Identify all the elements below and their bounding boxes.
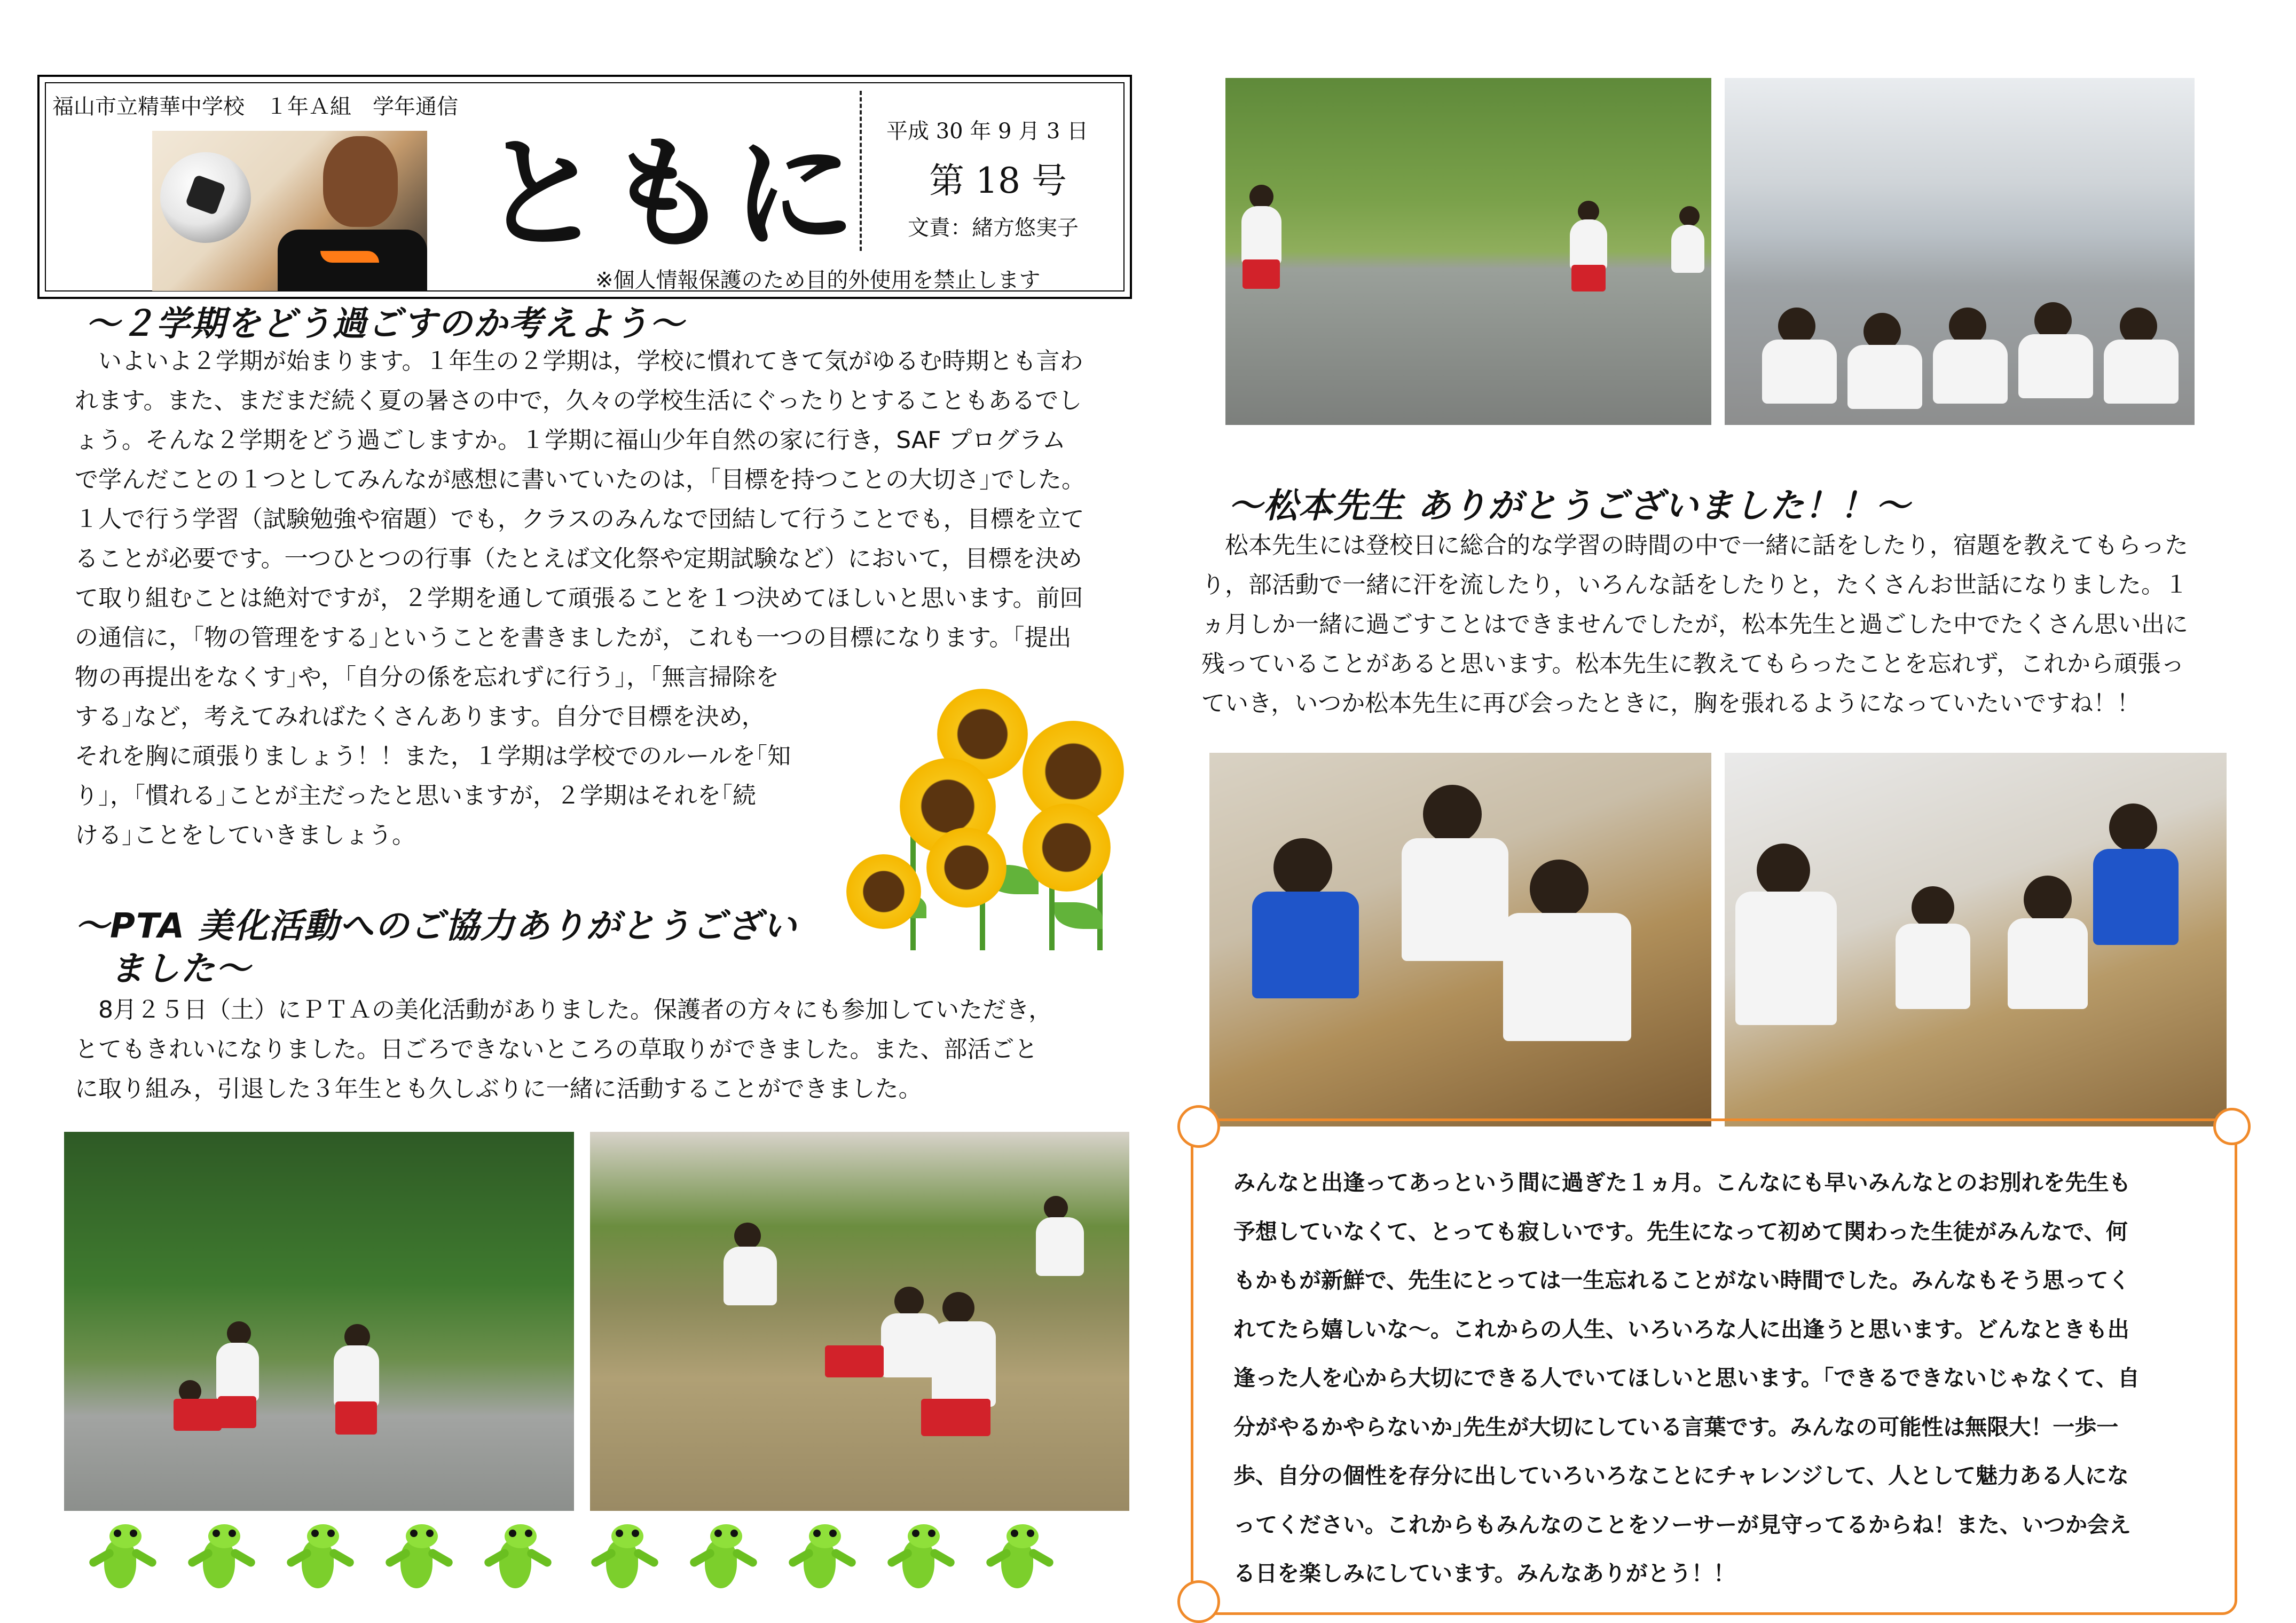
text-line: 逢った人を心から大切にできる人でいてほしいと思います。｢できるできないじゃなくて、自 xyxy=(1233,1365,2140,1391)
section3-body xyxy=(1201,526,2243,723)
privacy-notice: ※個人情報保護のため目的外使用を禁止します xyxy=(595,268,1041,293)
student-head xyxy=(323,136,398,227)
text-line: ることが必要です。一つひとつの行事（たとえば文化祭や定期試験など）において，目標を決め xyxy=(75,545,1082,572)
text-line: ってください。これからもみんなのことをソーサーが見守ってるからね！また、いつか会え xyxy=(1233,1511,2131,1538)
mantis-icon xyxy=(884,1524,964,1594)
issue-date: 平成 30 年 9 月 3 日 xyxy=(886,119,1089,144)
section1-body-continued xyxy=(75,658,844,855)
text-line: みんなと出逢ってあっという間に過ぎた１ヵ月。こんなにも早いみんなとのお別れを先生も xyxy=(1233,1170,2131,1195)
text-line: 残っていることがあると思います。松本先生に教えてもらったことを忘れず，これから頑張っ xyxy=(1201,650,2184,677)
newsletter-title: ともに xyxy=(481,123,859,266)
text-line: それを胸に頑張りましょう！！また，１学期は学校でのルールを｢知 xyxy=(75,743,791,770)
text-line: る日を楽しみにしています。みんなありがとう！！ xyxy=(1233,1561,1735,1586)
sunflower-illustration xyxy=(846,689,1135,950)
section3-heading: ～松本先生 ありがとうございました！！～ xyxy=(1228,486,1911,526)
mantis-icon xyxy=(785,1524,865,1594)
text-line: いよいよ２学期が始まります。１年生の２学期は，学校に慣れてきて気がゆるむ時期とも言わ xyxy=(75,348,1083,375)
farewell-message-text xyxy=(1233,1159,2184,1598)
text-line: ていき，いつか松本先生に再び会ったときに，胸を張れるようになっていたいですね！！ xyxy=(1201,690,2141,717)
text-line: もかもが新鮮で、先生にとっては一生忘れることがない時間でした。みんなもそう思ってく xyxy=(1233,1267,2130,1293)
text-line: り｣，｢慣れる｣ことが主だったと思いますが，２学期はそれを｢続 xyxy=(75,782,756,809)
mantis-icon xyxy=(686,1524,766,1594)
section2-heading-line2: ました～ xyxy=(75,949,251,989)
section2-heading xyxy=(75,905,860,990)
scroll-curl-icon xyxy=(1177,1105,1220,1148)
section1-heading: ～２学期をどう過ごすのか考えよう～ xyxy=(85,304,685,344)
text-line: て取り組むことは絶対ですが，２学期を通して頑張ることを１つ決めてほしいと思います。前回 xyxy=(75,585,1083,612)
masthead-divider xyxy=(860,91,862,251)
text-line: れてたら嬉しいな～。これからの人生、いろいろな人に出逢うと思います。どんなときも出 xyxy=(1233,1316,2129,1342)
mantis-icon xyxy=(382,1524,462,1594)
editor-credit: 文責：緒方悠実子 xyxy=(908,216,1079,240)
scroll-curl-icon xyxy=(1177,1580,1220,1623)
text-line: の通信に，｢物の管理をする｣ということを書きましたが，これも一つの目標になります。｢提出 xyxy=(75,624,1072,651)
section2-heading-line1: ～PTA 美化活動へのご協力ありがとうござい xyxy=(75,907,798,946)
text-line: 分がやるかやらないか｣先生が大切にしている言葉です。みんなの可能性は無限大！一歩一 xyxy=(1233,1414,2119,1440)
mantis-icon xyxy=(982,1524,1063,1594)
text-line: 8月２５日（土）にＰＴＡの美化活動がありました。保護者の方々にも参加していただき， xyxy=(75,996,1052,1023)
text-line: １人で行う学習（試験勉強や宿題）でも，クラスのみんなで団結して行うことでも，目標を立て xyxy=(75,506,1084,533)
assembly-photo xyxy=(1725,78,2195,425)
mantis-icon xyxy=(481,1524,561,1594)
pta-cleanup-photo-slope xyxy=(64,1132,574,1511)
text-line: ヵ月しか一緒に過ごすことはできませんでしたが，松本先生と過ごした中でたくさん思い出に xyxy=(1201,611,2188,638)
text-line: 予想していなくて、とっても寂しいです。先生になって初めて関わった生徒がみんなで、何 xyxy=(1233,1218,2128,1244)
section2-body xyxy=(75,990,1137,1109)
mantis-icon xyxy=(85,1524,166,1594)
mantis-icon xyxy=(184,1524,264,1594)
text-line: ける｣ことをしていきましょう。 xyxy=(75,822,415,849)
text-line: する｣など，考えてみればたくさんあります。自分で目標を決め， xyxy=(75,703,765,730)
classroom-photo-2 xyxy=(1725,753,2227,1126)
section1-body xyxy=(75,342,1137,658)
text-line: り，部活動で一緒に汗を流したり，いろんな話をしたりと，たくさんお世話になりました。１ xyxy=(1201,571,2188,598)
text-line: ょう。そんな２学期をどう過ごしますか。１学期に福山少年自然の家に行き，SAF プログラム xyxy=(75,427,1066,454)
classroom-photo-1 xyxy=(1209,753,1711,1126)
school-name: 福山市立精華中学校 １年Ａ組 学年通信 xyxy=(52,94,458,119)
text-line: で学んだことの１つとしてみんなが感想に書いていたのは，｢目標を持つことの大切さ｣でした。 xyxy=(75,466,1085,493)
text-line: 松本先生には登校日に総合的な学習の時間の中で一緒に話をしたり，宿題を教えてもらった xyxy=(1201,532,2188,559)
text-line: とてもきれいになりました。日ごろできないところの草取りができました。また、部活ごと xyxy=(75,1036,1038,1063)
mantis-icon xyxy=(283,1524,363,1594)
text-line: 歩、自分の個性を存分に出していろいろなことにチャレンジして、人として魅力ある人にな xyxy=(1233,1463,2129,1488)
issue-number: 第 18 号 xyxy=(929,160,1067,201)
shirt-logo xyxy=(320,251,379,263)
text-line: 物の再提出をなくす｣や，｢自分の係を忘れずに行う｣，｢無言掃除を xyxy=(75,664,780,691)
pta-cleanup-photo-field xyxy=(590,1132,1129,1511)
weeding-photo xyxy=(1225,78,1711,425)
text-line: れます。また、まだまだ続く夏の暑さの中で，久々の学校生活にぐったりとすることもあるでし xyxy=(75,387,1082,414)
text-line: に取り組み，引退した３年生とも久しぶりに一緒に活動することができました。 xyxy=(75,1075,922,1102)
scroll-curl-icon xyxy=(2213,1108,2251,1145)
mantis-icon xyxy=(587,1524,667,1594)
